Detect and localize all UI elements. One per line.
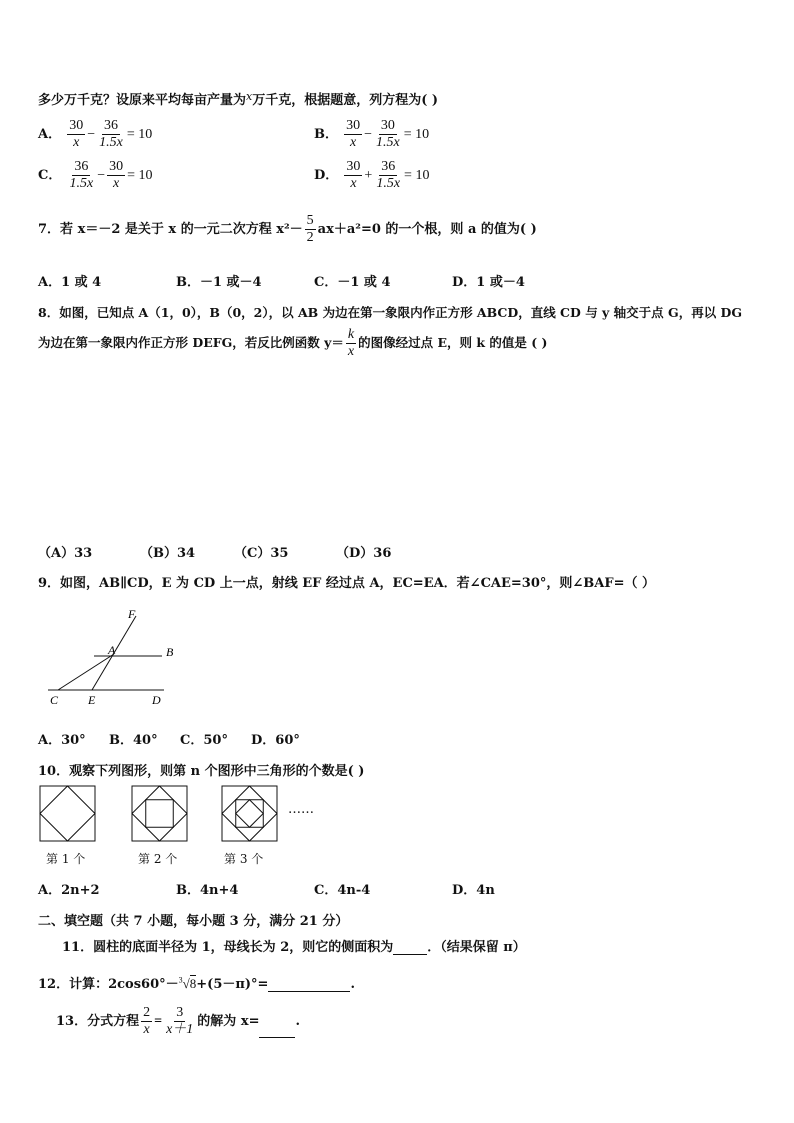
q6-option-b[interactable]: B． $\frac{30}{x}$ − $\frac{30}{1.5x}$ = 10 [314,118,430,150]
section-title-fill-blank: 二、填空题（共 7 小题，每小题 3 分，满分 21 分） [38,914,349,929]
q12-answer-blank[interactable] [268,977,350,992]
q9-figure [40,604,180,708]
q11-answer-blank[interactable] [393,940,427,955]
q10-caption-3: 第 3 个 [224,852,264,866]
q6-option-a[interactable]: A． $\frac{30}{x}$ − $\frac{36}{1.5x}$ = 10 [38,118,153,150]
q7-option-c[interactable]: C．－1 或 4 [314,275,391,290]
q9-label-b: B [166,645,174,659]
q9-stem: 9．如图，AB∥CD，E 为 CD 上一点，射线 EF 经过点 A，EC=EA．若∠CAE=30°，则∠BAF=（ ） [38,576,656,591]
q7-option-b[interactable]: B．－1 或－4 [176,275,262,290]
q11-stem: 11．圆柱的底面半径为 1，母线长为 2，则它的侧面积为 ．（结果保留 π） [62,940,526,955]
q10-option-b[interactable]: B．4n+4 [176,883,239,898]
q10-figure-3 [220,784,280,844]
q9-option-c[interactable]: C．50° [180,733,228,748]
q10-ellipsis: …… [288,802,314,817]
q8-option-d[interactable]: （D）36 [336,546,392,561]
q10-stem: 10．观察下列图形，则第 n 个图形中三角形的个数是( ) [38,764,365,779]
q10-figure-1 [38,784,98,844]
q9-option-d[interactable]: D．60° [251,733,300,748]
q9-label-a: A [108,643,116,657]
q10-option-c[interactable]: C．4n-4 [314,883,371,898]
q9-label-f: F [128,607,136,621]
q8-option-a[interactable]: （A）33 [38,546,93,561]
q7-stem: 7．若 x＝－2 是关于 x 的一元二次方程 x²－ $\frac{5}{2}$ ax＋a²=0 的一个根，则 a 的值为( ) [38,213,537,245]
q8-option-c[interactable]: （C）35 [234,546,289,561]
q6-stem: 多少万千克？设原来平均每亩产量为$^x$万千克，根据题意，列方程为( ) [38,90,439,108]
q7-option-d[interactable]: D．1 或－4 [452,275,525,290]
q8-line1: 8．如图，已知点 A（1，0），B（0，2），以 AB 为边在第一象限内作正方形 ABCD，直线 CD 与 y 轴交于点 G，再以 DG [38,305,743,320]
q13-answer-blank[interactable] [259,1023,295,1038]
q9-option-a[interactable]: A．30° [38,733,86,748]
q9-option-b[interactable]: B．40° [109,733,158,748]
q9-label-e: E [88,693,96,707]
q10-option-a[interactable]: A．2n+2 [38,883,100,898]
q8-option-b[interactable]: （B）34 [140,546,196,561]
q13-stem: 13．分式方程 $\frac{2}{x}$ = $\frac{3}{x+1}$ 的解为 x= . [56,1005,300,1037]
q10-caption-1: 第 1 个 [46,852,86,866]
q7-option-a[interactable]: A．1 或 4 [38,275,102,290]
q9-label-c: C [50,693,59,707]
q10-option-d[interactable]: D．4n [452,883,495,898]
q10-figure-2 [130,784,190,844]
q6-option-c[interactable]: C． $\frac{36}{1.5x}$ − $\frac{30}{x}$ = 10 [38,159,153,191]
q9-label-d: D [152,693,161,707]
q12-stem: 12．计算：2cos60°－$^3$√8+(5－π)°= . [38,975,355,992]
q10-caption-2: 第 2 个 [138,852,178,866]
q8-line2: 为边在第一象限内作正方形 DEFG，若反比例函数 y＝ $\frac{k}{x}$ 的图像经过点 E，则 k 的值是 ( ) [38,327,548,359]
q6-option-d[interactable]: D． $\frac{30}{x}$ + $\frac{36}{1.5x}$ = 10 [314,159,430,191]
